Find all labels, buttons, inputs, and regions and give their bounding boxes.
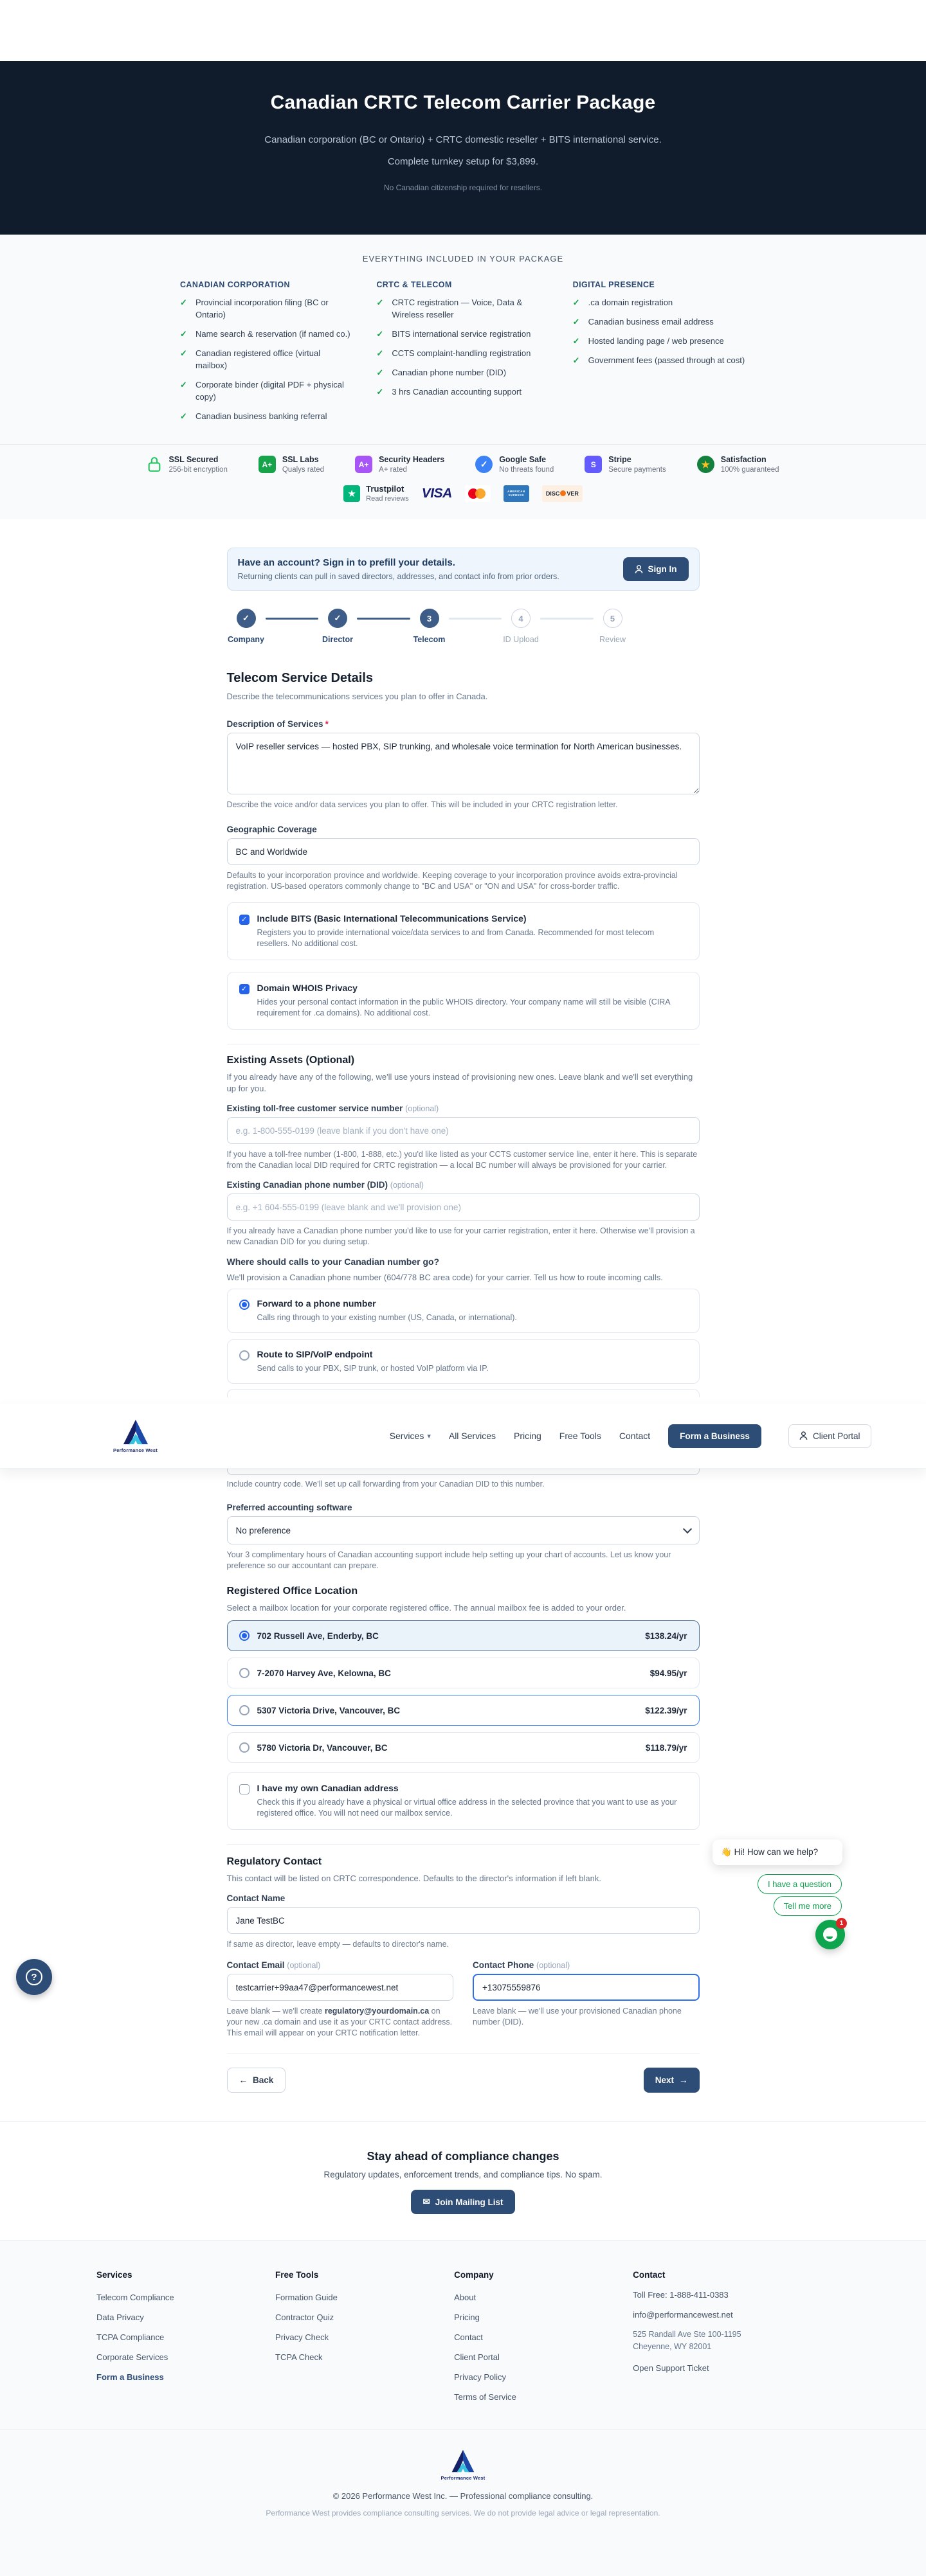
list-item: ✓ CCTS complaint-handling registration [376, 348, 531, 358]
step-circle: 5 [603, 609, 622, 628]
step-connector [266, 618, 319, 620]
radio-icon[interactable] [239, 1350, 250, 1361]
checkbox-checked-icon[interactable]: ✓ [239, 984, 250, 994]
included-heading: EVERYTHING INCLUDED IN YOUR PACKAGE [362, 254, 564, 264]
footer-column-services [96, 2270, 275, 2402]
nav-link-all-services[interactable]: All Services [448, 1431, 496, 1441]
footer-column-contact [633, 2270, 830, 2402]
badge-title: Stripe [608, 455, 631, 464]
check-icon: ✓ [180, 411, 187, 421]
question-mark-icon: ? [26, 1969, 42, 1985]
form-actions [227, 2068, 700, 2093]
office-option-kelowna[interactable] [227, 1658, 700, 1688]
check-icon: ✓ [572, 355, 580, 365]
tollfree-label: Existing toll-free customer service number (optional) [226, 1104, 439, 1113]
option-desc: Calls ring through to your existing number (US, Canada, or international). [257, 1313, 517, 1322]
visa-logo: VISA [421, 485, 452, 501]
trustpilot-badge[interactable] [343, 484, 409, 503]
step-id-upload[interactable] [502, 609, 540, 644]
step-label: Review [599, 635, 626, 644]
footer-link-privacy-check[interactable]: Privacy Check [275, 2332, 329, 2342]
arrow-left-icon: ← [239, 2075, 248, 2085]
progress-stepper [227, 609, 632, 644]
chat-greeting-bubble[interactable]: 👋 Hi! How can we help? [713, 1839, 842, 1865]
step-connector [540, 618, 594, 620]
step-circle: 3 [420, 609, 439, 628]
footer-link-about[interactable]: About [454, 2293, 477, 2302]
badge-satisfaction [697, 455, 779, 474]
contact-phone-label: Contact Phone (optional) [473, 1960, 570, 1970]
coverage-label: Geographic Coverage [226, 825, 317, 834]
required-asterisk: * [325, 719, 329, 729]
included-grid [180, 280, 746, 422]
chevron-down-icon: ▾ [427, 1432, 431, 1440]
trustpilot-title: Trustpilot [366, 484, 404, 494]
aplus-green-icon: A+ [259, 456, 276, 473]
badge-title: Security Headers [379, 455, 445, 464]
badge-stripe [585, 455, 666, 474]
check-icon: ✓ [376, 348, 384, 358]
chat-quick-reply-question[interactable]: I have a question [758, 1874, 842, 1894]
column-title: DIGITAL PRESENCE [572, 280, 655, 289]
bits-desc: Registers you to provide international voice/data services to and from Canada. Recommended for most telecom resellers. No additional cost. [257, 928, 655, 948]
page-title: Canadian CRTC Telecom Carrier Package [270, 92, 656, 113]
check-icon: ✓ [376, 368, 384, 377]
accounting-label: Preferred accounting software [226, 1503, 352, 1512]
radio-selected-icon[interactable] [239, 1631, 250, 1641]
payment-logos-row [0, 481, 926, 519]
badge-sub: Secure payments [608, 466, 666, 474]
check-icon: ✓ [180, 348, 187, 358]
accounting-help: Your 3 complimentary hours of Canadian accounting support include help setting up your chart of accounts. Let us know your preference so our accountant can prepare. [226, 1550, 671, 1570]
bits-label: Include BITS (Basic International Telecommunications Service) [257, 913, 527, 924]
brand-logo[interactable] [106, 1418, 165, 1453]
coverage-input[interactable] [227, 838, 700, 865]
footer-link-terms[interactable]: Terms of Service [454, 2392, 516, 2402]
chat-unread-badge: 1 [836, 1918, 847, 1929]
check-icon: ✓ [572, 336, 580, 346]
whois-checkbox-card[interactable] [227, 972, 700, 1030]
check-shield-icon: ✓ [475, 456, 493, 473]
tollfree-input[interactable] [227, 1117, 700, 1144]
check-icon: ✓ [180, 298, 187, 307]
help-fab-button[interactable] [16, 1959, 52, 1995]
step-connector [357, 618, 410, 620]
office-desc: Select a mailbox location for your corporate registered office. The annual mailbox fee is added to your order. [226, 1603, 626, 1613]
badge-ssl-secured [147, 455, 227, 474]
contact-phone-input[interactable] [473, 1974, 700, 2001]
step-director[interactable] [318, 609, 357, 644]
badge-google-safe [475, 455, 554, 474]
description-textarea[interactable] [227, 733, 700, 794]
footer-link-tcpa-compliance[interactable]: TCPA Compliance [96, 2332, 165, 2342]
own-address-label: I have my own Canadian address [257, 1783, 399, 1793]
included-column-digital [573, 280, 746, 422]
coverage-help: Defaults to your incorporation province and worldwide. Keeping coverage to your incorporation province avoids extra-provincial registration. US-based operators commonly change to "BC and USA" or "ON and USA" for cross-border traffic. [226, 871, 678, 891]
footer-address: 525 Randall Ave Ste 100-1195 Cheyenne, WY 82001 [633, 2330, 741, 2351]
nav-links [390, 1424, 871, 1448]
trustpilot-star-icon: ★ [343, 485, 360, 502]
office-option-enderby[interactable] [227, 1620, 700, 1651]
badge-title: Satisfaction [720, 455, 767, 464]
arrow-right-icon: → [679, 2075, 688, 2085]
footer-support-ticket-link[interactable]: Open Support Ticket [633, 2363, 709, 2373]
mastercard-logo [465, 485, 491, 502]
step-label: Company [228, 635, 264, 644]
included-column-telecom [376, 280, 549, 422]
newsletter-section [227, 2150, 700, 2240]
contact-name-label: Contact Name [226, 1893, 286, 1903]
radio-icon[interactable] [239, 1742, 250, 1753]
discover-logo: DISC VER [542, 485, 583, 502]
badge-sub: A+ rated [379, 466, 407, 474]
footer-link-telecom-compliance[interactable]: Telecom Compliance [96, 2293, 174, 2302]
list-item: ✓ Canadian phone number (DID) [376, 368, 507, 377]
brand-name: Performance West [440, 2475, 486, 2481]
next-button[interactable]: Next → [644, 2068, 700, 2093]
badge-sub: No threats found [499, 466, 554, 474]
divider [227, 1844, 700, 1845]
disclaimer: Performance West provides compliance consulting services. We do not provide legal advice or legal representation. [266, 2509, 660, 2518]
list-item: ✓ CRTC registration — Voice, Data & Wireless reseller [376, 298, 523, 319]
wave-emoji-icon: 👋 [721, 1847, 732, 1857]
office-address: 702 Russell Ave, Enderby, BC [257, 1631, 379, 1641]
footer-link-client-portal[interactable]: Client Portal [454, 2352, 500, 2362]
aplus-purple-icon: A+ [355, 456, 372, 473]
copyright: © 2026 Performance West Inc. — Professional compliance consulting. [332, 2491, 594, 2501]
top-gap [0, 0, 926, 61]
check-icon: ✓ [572, 317, 580, 326]
navbar [0, 1404, 926, 1468]
trust-badges-strip [0, 444, 926, 481]
office-heading: Registered Office Location [226, 1586, 358, 1597]
footer-link-data-privacy[interactable]: Data Privacy [96, 2312, 144, 2322]
badge-sub: Qualys rated [282, 466, 325, 474]
footer-bottom [0, 2429, 926, 2541]
contact-phone-help: Leave blank — we'll use your provisioned Canadian phone number (DID). [473, 2007, 682, 2026]
bits-checkbox-card[interactable] [227, 902, 700, 960]
hero-note: No Canadian citizenship required for resellers. [383, 183, 543, 192]
description-help: Describe the voice and/or data services you plan to offer. This will be included in your CRTC registration letter. [226, 800, 618, 809]
assets-desc: If you already have any of the following, we'll use yours instead of provisioning new ones. Leave blank and we'll set everything up for you. [226, 1072, 693, 1093]
badge-sub: 256-bit encryption [168, 466, 228, 474]
routing-option-sip[interactable] [227, 1339, 700, 1384]
option-desc: Send calls to your PBX, SIP trunk, or hosted VoIP platform via IP. [257, 1364, 489, 1373]
check-icon: ✓ [376, 298, 384, 307]
badge-sub: 100% guaranteed [720, 466, 779, 474]
check-icon: ✓ [376, 329, 384, 339]
star-badge-icon: ★ [697, 456, 714, 473]
footer-link-contact[interactable]: Contact [454, 2332, 483, 2342]
radio-icon[interactable] [239, 1668, 250, 1678]
accounting-value: No preference [235, 1525, 291, 1535]
checkbox-checked-icon[interactable]: ✓ [239, 915, 250, 925]
person-icon [635, 565, 643, 574]
nav-link-free-tools[interactable]: Free Tools [559, 1431, 601, 1441]
own-address-checkbox-card[interactable] [227, 1772, 700, 1830]
contact-email-help: Leave blank — we'll create regulatory@yourdomain.ca on your new .ca domain and use it as your CRTC contact address. This email will appear on your CRTC notification letter. [226, 2007, 453, 2037]
step-review[interactable] [594, 609, 632, 644]
partial-input-under-nav[interactable] [227, 1468, 700, 1475]
footer-column-title: Services [96, 2270, 132, 2280]
nav-link-services[interactable]: Services ▾ [389, 1431, 431, 1441]
footer-column-title: Free Tools [275, 2270, 319, 2280]
step-telecom[interactable] [410, 609, 449, 644]
stripe-icon: S [585, 456, 602, 473]
step-circle: ✓ [237, 609, 256, 628]
office-address: 7-2070 Harvey Ave, Kelowna, BC [257, 1668, 391, 1678]
chat-quick-reply-more[interactable]: Tell me more [774, 1896, 842, 1916]
footer-link-contractor-quiz[interactable]: Contractor Quiz [275, 2312, 334, 2322]
signin-banner [227, 548, 700, 591]
sign-in-button[interactable]: Sign In [623, 557, 689, 581]
assets-heading: Existing Assets (Optional) [226, 1055, 355, 1066]
office-address: 5780 Victoria Dr, Vancouver, BC [257, 1742, 388, 1753]
join-mailing-list-button[interactable]: ✉ Join Mailing List [411, 2190, 514, 2214]
radio-selected-icon[interactable] [239, 1300, 250, 1310]
office-price: $122.39/yr [645, 1705, 687, 1715]
list-item: ✓ Hosted landing page / web presence [572, 336, 724, 346]
list-item: ✓ Canadian business banking referral [180, 411, 327, 421]
step-circle: 4 [511, 609, 531, 628]
partial-card-under-nav [227, 1389, 700, 1397]
column-title: CRTC & TELECOM [376, 280, 452, 289]
client-portal-button[interactable]: Client Portal [788, 1424, 871, 1448]
footer-phone[interactable]: Toll Free: 1-888-411-0383 [633, 2290, 729, 2300]
footer-link-pricing[interactable]: Pricing [454, 2312, 480, 2322]
regulatory-heading: Regulatory Contact [226, 1856, 322, 1867]
tollfree-help: If you have a toll-free number (1-800, 1-888, etc.) you'd like listed as your CCTS customer service line, enter it here. This is separate from the Canadian local DID required for CRTC registration — a local BC number will always be provisioned for your carrier. [226, 1150, 698, 1170]
routing-option-forward[interactable] [227, 1289, 700, 1333]
envelope-icon: ✉ [422, 2197, 430, 2206]
list-item: ✓ Name search & reservation (if named co.) [180, 329, 350, 339]
list-item: ✓ Government fees (passed through at cost) [572, 355, 745, 365]
person-icon [799, 1431, 808, 1440]
contact-name-input[interactable] [227, 1907, 700, 1934]
signin-desc: Returning clients can pull in saved directors, addresses, and contact info from prior orders. [237, 572, 559, 581]
accounting-select[interactable] [227, 1516, 700, 1544]
step-connector [449, 618, 502, 620]
radio-icon[interactable] [239, 1705, 250, 1715]
back-button[interactable]: ← Back [227, 2068, 286, 2093]
office-price: $118.79/yr [645, 1742, 687, 1753]
newsletter-heading: Stay ahead of compliance changes [367, 2150, 559, 2163]
hero-section [0, 61, 926, 235]
regulatory-desc: This contact will be listed on CRTC correspondence. Defaults to the director's information if left blank. [226, 1874, 601, 1883]
list-item: ✓ BITS international service registration [376, 329, 531, 339]
did-input[interactable] [227, 1194, 700, 1221]
step-label: Director [322, 635, 353, 644]
performance-west-logo-icon [121, 1418, 150, 1445]
contact-email-input[interactable] [227, 1974, 454, 2001]
included-column-corporation [180, 280, 353, 422]
badge-security-headers [355, 455, 444, 474]
office-option-victoria-dr[interactable] [227, 1732, 700, 1763]
performance-west-logo-icon [449, 2449, 477, 2473]
brand-name: Performance West [113, 1447, 158, 1453]
column-title: CANADIAN CORPORATION [180, 280, 290, 289]
footer-column-company [454, 2270, 633, 2402]
divider [0, 2121, 926, 2122]
option-label: Route to SIP/VoIP endpoint [257, 1349, 373, 1359]
list-item: ✓ Provincial incorporation filing (BC or Ontario) [180, 298, 329, 319]
form-a-business-button[interactable]: Form a Business [668, 1424, 761, 1448]
did-label: Existing Canadian phone number (DID) (optional) [226, 1180, 424, 1190]
contact-name-help: If same as director, leave empty — defaults to director's name. [226, 1940, 449, 1949]
footer-column-free-tools [275, 2270, 454, 2402]
list-item: ✓ Canadian registered office (virtual mailbox) [180, 348, 321, 370]
whois-label: Domain WHOIS Privacy [257, 983, 358, 993]
footer-email[interactable]: info@performancewest.net [633, 2310, 733, 2320]
description-label: Description of Services * [226, 719, 329, 729]
discover-dot-icon [560, 490, 566, 496]
trustpilot-sub: Read reviews [366, 495, 409, 503]
office-option-victoria-drive[interactable] [227, 1695, 700, 1726]
nav-link-contact[interactable]: Contact [619, 1431, 651, 1441]
list-item: ✓ Corporate binder (digital PDF + physical copy) [180, 380, 344, 402]
check-icon: ✓ [376, 387, 384, 397]
office-address: 5307 Victoria Drive, Vancouver, BC [257, 1705, 401, 1715]
option-label: Forward to a phone number [257, 1298, 376, 1309]
list-item: ✓ .ca domain registration [572, 298, 673, 307]
check-icon: ✓ [180, 380, 187, 389]
nav-link-pricing[interactable]: Pricing [514, 1431, 541, 1441]
step-label: ID Upload [503, 635, 539, 644]
form-subheading: Describe the telecommunications services you plan to offer in Canada. [226, 692, 488, 701]
office-price: $138.24/yr [645, 1631, 687, 1641]
step-label: Telecom [413, 635, 446, 644]
check-icon: ✓ [572, 298, 580, 307]
badge-ssl-labs [259, 455, 324, 474]
routing-question: Where should calls to your Canadian number go? [226, 1257, 440, 1267]
badge-title: Google Safe [499, 455, 547, 464]
footer-link-tcpa-check[interactable]: TCPA Check [275, 2352, 323, 2362]
footer-brand [441, 2449, 486, 2481]
footer-link-privacy-policy[interactable]: Privacy Policy [454, 2372, 507, 2382]
badge-title: SSL Secured [168, 455, 219, 464]
chat-bubble-icon [823, 1928, 837, 1942]
newsletter-desc: Regulatory updates, enforcement trends, and compliance tips. No spam. [323, 2170, 603, 2179]
chevron-down-icon [682, 1525, 691, 1534]
step-company[interactable] [227, 609, 266, 644]
contact-email-label: Contact Email (optional) [226, 1960, 321, 1970]
form-heading: Telecom Service Details [226, 671, 374, 685]
did-help: If you already have a Canadian phone number you'd like to use for your carrier registration, enter it here. Otherwise we'll provision a new Canadian DID for you during setup. [226, 1226, 695, 1246]
footer-link-form-a-business[interactable]: Form a Business [96, 2372, 164, 2382]
chat-launcher-button[interactable] [815, 1920, 845, 1949]
forward-number-help: Include country code. We'll set up call forwarding from your Canadian DID to this number. [226, 1480, 545, 1489]
badge-title: SSL Labs [282, 455, 319, 464]
whois-desc: Hides your personal contact information in the public WHOIS directory. Your company name will still be visible (CIRA requirement for .ca domains). No additional cost. [257, 997, 670, 1017]
lock-icon [147, 456, 162, 473]
included-section [0, 235, 926, 444]
amex-logo: AMERICAN EXPRESS [504, 485, 529, 502]
footer-link-formation-guide[interactable]: Formation Guide [275, 2293, 338, 2302]
list-item: ✓ Canadian business email address [572, 317, 714, 326]
footer-link-corporate-services[interactable]: Corporate Services [96, 2352, 168, 2362]
main-section [0, 519, 926, 2240]
step-circle: ✓ [328, 609, 347, 628]
checkbox-unchecked-icon[interactable] [239, 1784, 250, 1794]
signin-title: Have an account? Sign in to prefill your details. [237, 557, 455, 568]
hero-subtitle: Canadian corporation (BC or Ontario) + CRTC domestic reseller + BITS international service. Complete turnkey setup for $3,899. [264, 134, 662, 167]
list-item: ✓ 3 hrs Canadian accounting support [376, 387, 522, 397]
routing-desc: We'll provision a Canadian phone number (604/778 BC area code) for your carrier. Tell us how to route incoming calls. [226, 1273, 663, 1282]
footer-column-title: Company [454, 2270, 494, 2280]
check-icon: ✓ [180, 329, 187, 339]
footer [0, 2240, 926, 2576]
footer-column-title: Contact [633, 2270, 666, 2280]
own-address-desc: Check this if you already have a physical or virtual office address in the selected province that you want to use as your registered office. You will not need our mailbox service. [257, 1798, 677, 1818]
office-price: $94.95/yr [649, 1668, 687, 1678]
